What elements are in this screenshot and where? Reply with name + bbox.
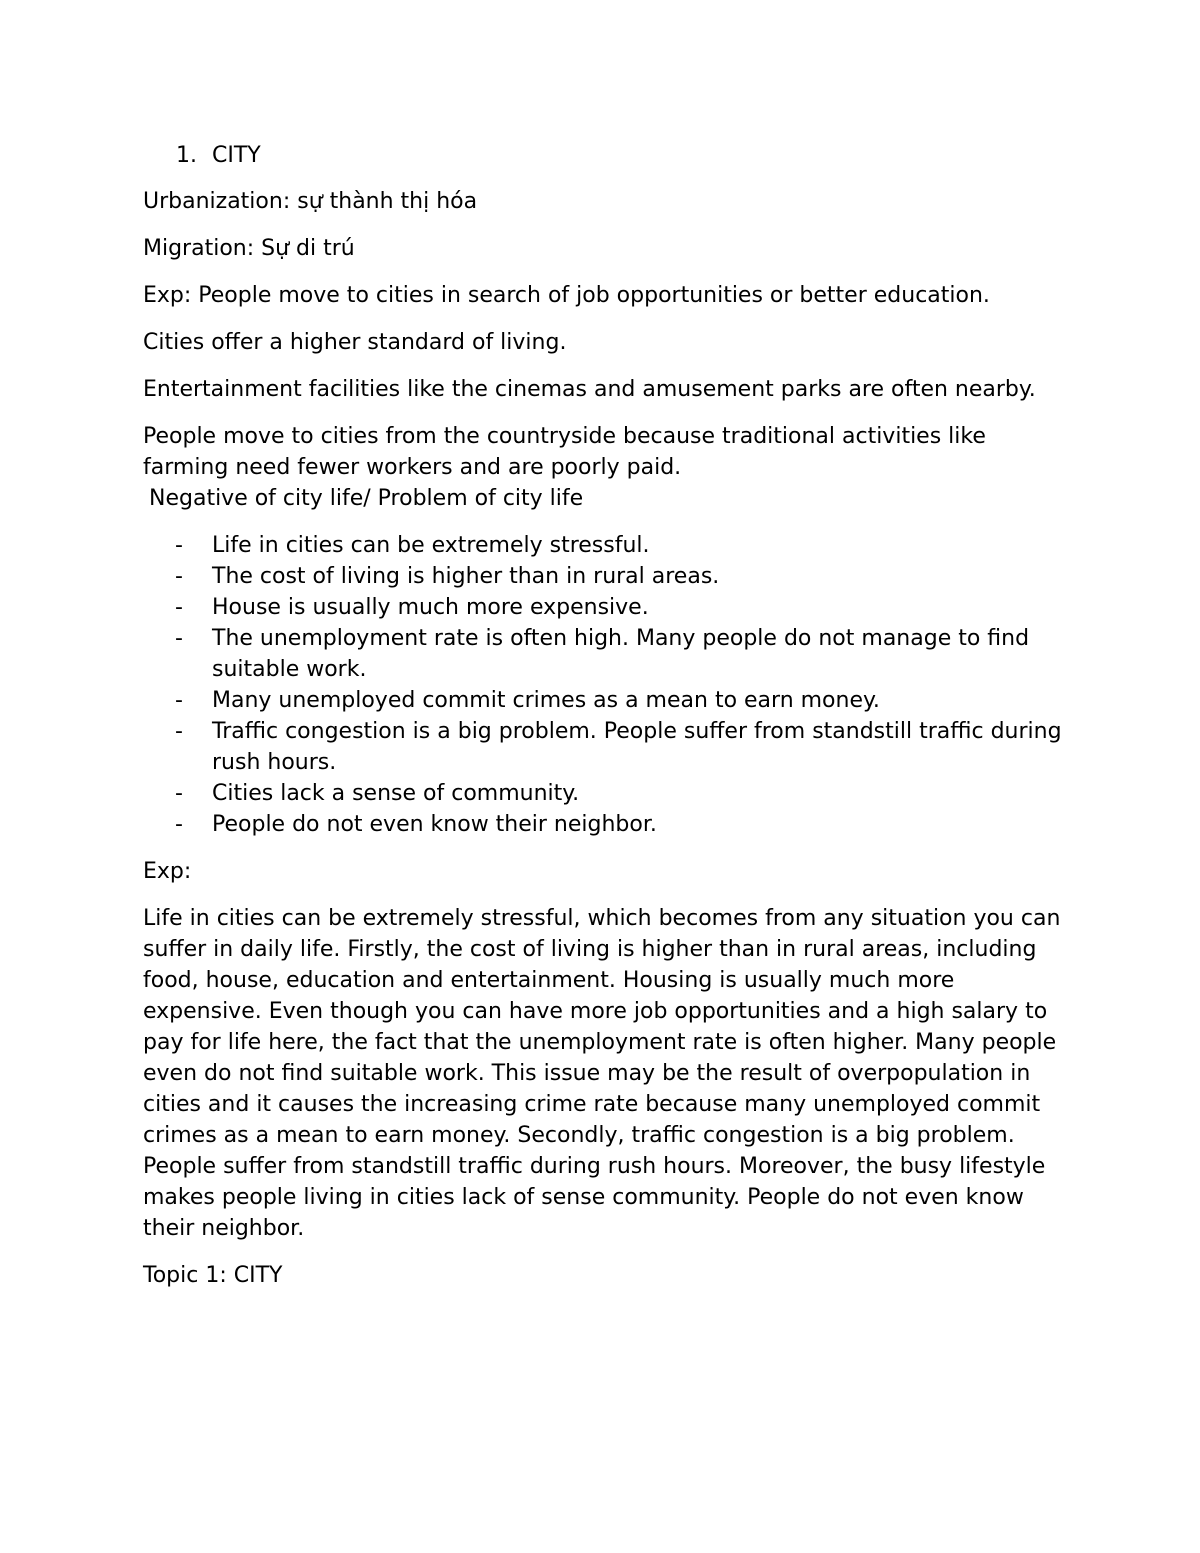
list-item-text: Many unemployed commit crimes as a mean to earn money. xyxy=(212,688,880,713)
dash-bullet: - xyxy=(175,812,183,837)
list-item-text: The cost of living is higher than in rural areas. xyxy=(212,564,720,589)
list-item xyxy=(143,685,1063,716)
list-item-text: Life in cities can be extremely stressful. xyxy=(212,533,650,558)
example-paragraph: Life in cities can be extremely stressful, which becomes from any situation you can suffer in daily life. Firstly, the cost of living is higher than in rural areas, including food, house, education and entertainment. Housing is usually much more expensive. Even though you can have more job opportunities and a high salary to pay for life here, the fact that the unemployment rate is often higher. Many people even do not find suitable work. This issue may be the result of overpopulation in cities and it causes the increasing crime rate because many unemployed commit crimes as a mean to earn money. Secondly, traffic congestion is a big problem. People suffer from standstill traffic during rush hours. Moreover, the busy lifestyle makes people living in cities lack of sense community. People do not even know their neighbor. xyxy=(143,906,1061,1241)
vocab-migration: Migration: Sự di trú xyxy=(143,236,355,261)
document-body xyxy=(143,186,1063,1307)
negatives-list xyxy=(143,530,1063,840)
list-item-text: House is usually much more expensive. xyxy=(212,595,649,620)
heading-title: CITY xyxy=(212,143,261,168)
list-item-text: Traffic congestion is a big problem. People suffer from standstill traffic during rush hours. xyxy=(212,719,1062,775)
dash-bullet: - xyxy=(175,533,183,558)
list-item xyxy=(143,623,1063,685)
list-item xyxy=(143,716,1063,778)
list-item-text: The unemployment rate is often high. Many people do not manage to find suitable work. xyxy=(212,626,1030,682)
list-item xyxy=(143,530,1063,561)
section-heading xyxy=(176,140,261,171)
vocab-urbanization: Urbanization: sự thành thị hóa xyxy=(143,189,478,214)
topic-title: Topic 1: CITY xyxy=(143,1263,283,1288)
paragraph-standard-living: Cities offer a higher standard of living. xyxy=(143,330,567,355)
paragraph-entertainment: Entertainment facilities like the cinemas and amusement parks are often nearby. xyxy=(143,377,1036,402)
list-item-text: People do not even know their neighbor. xyxy=(212,812,657,837)
list-item xyxy=(143,809,1063,840)
heading-number: 1. xyxy=(176,143,197,168)
dash-bullet: - xyxy=(175,626,183,651)
paragraph-reason-jobs: Exp: People move to cities in search of job opportunities or better education. xyxy=(143,283,990,308)
list-item xyxy=(143,592,1063,623)
dash-bullet: - xyxy=(175,719,183,744)
list-item-text: Cities lack a sense of community. xyxy=(212,781,580,806)
negatives-title: Negative of city life/ Problem of city life xyxy=(149,486,584,511)
dash-bullet: - xyxy=(175,688,183,713)
dash-bullet: - xyxy=(175,781,183,806)
paragraph-countryside: People move to cities from the countryside because traditional activities like farming need fewer workers and are poorly paid. xyxy=(143,424,986,480)
dash-bullet: - xyxy=(175,564,183,589)
example-label: Exp: xyxy=(143,859,192,884)
dash-bullet: - xyxy=(175,595,183,620)
list-item xyxy=(143,561,1063,592)
list-item xyxy=(143,778,1063,809)
